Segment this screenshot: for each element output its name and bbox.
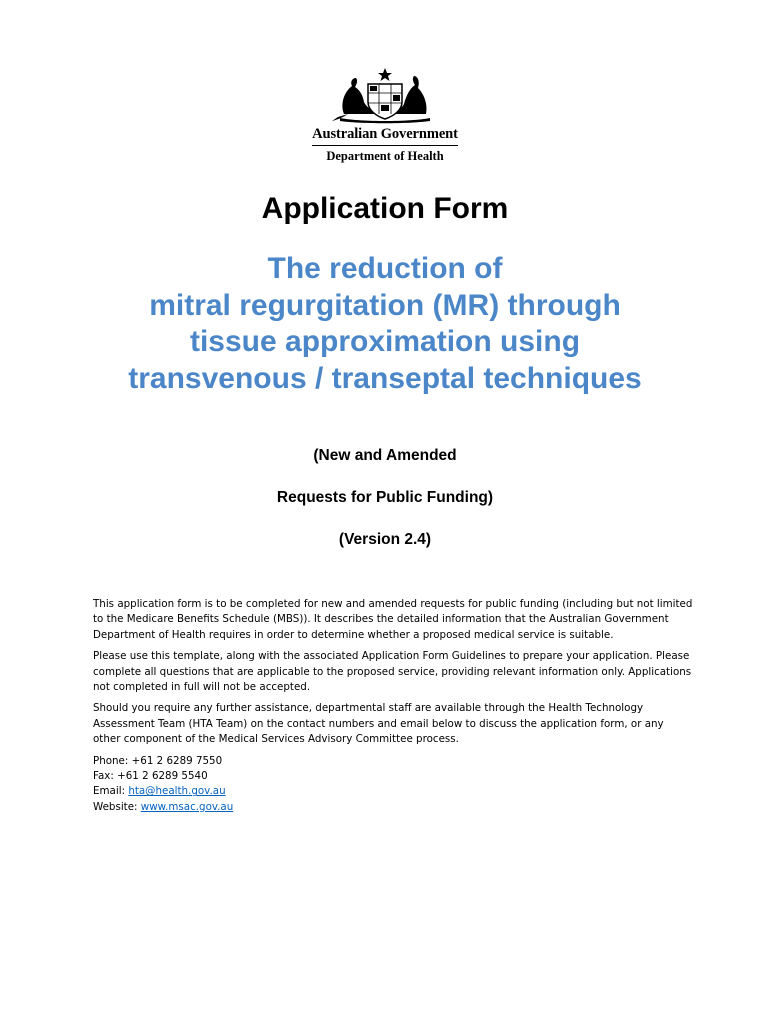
government-logo (300, 66, 470, 164)
application-subject (40, 251, 730, 397)
page-title: Application Form (261, 192, 509, 225)
subject-line: tissue approximation using (189, 325, 581, 358)
subheading-public-funding: Requests for Public Funding) (276, 489, 494, 506)
template-paragraph: Please use this template, along with the associated Application Form Guidelines to prepare your application. Please complete all questions that are applicable to the proposed service, providing relevant information only. Applications not completed in full will not be accepted. (93, 650, 692, 694)
email-label: Email: (93, 785, 129, 798)
subheading-version: (Version 2.4) (338, 531, 432, 548)
assistance-paragraph: Should you require any further assistance, departmental staff are available through the Health Technology Assessment Team (HTA Team) on the contact numbers and email below to discuss the application form, or any other component of the Medical Services Advisory Committee process. (93, 702, 664, 746)
website-link[interactable]: www.msac.gov.au (140, 800, 234, 813)
contact-details (93, 754, 693, 816)
website-label: Website: (93, 800, 141, 813)
subheading-new-amended: (New and Amended (313, 447, 457, 464)
subject-line: The reduction of (267, 252, 503, 285)
instructions-body (93, 597, 693, 815)
government-name: Australian Government (312, 126, 458, 142)
header-divider (312, 145, 458, 146)
subject-line: mitral regurgitation (MR) through (149, 288, 621, 322)
coat-of-arms-icon (330, 66, 440, 124)
intro-paragraph: This application form is to be completed for new and amended requests for public funding (including but not limited to the Medicare Benefits Schedule (MBS)). It describes the detailed information that the Australian Government Department of Health requires in order to determine whether a proposed medical service is suitable. (93, 598, 693, 641)
contact-phone: Phone: +61 2 6289 7550 (93, 754, 223, 767)
department-name: Department of Health (326, 149, 444, 163)
contact-fax: Fax: +61 2 6289 5540 (93, 770, 208, 783)
subject-line: transvenous / transeptal techniques (128, 361, 642, 395)
contact-email-line (93, 784, 693, 799)
contact-website-line (93, 800, 693, 815)
email-link[interactable]: hta@health.gov.au (128, 785, 226, 798)
